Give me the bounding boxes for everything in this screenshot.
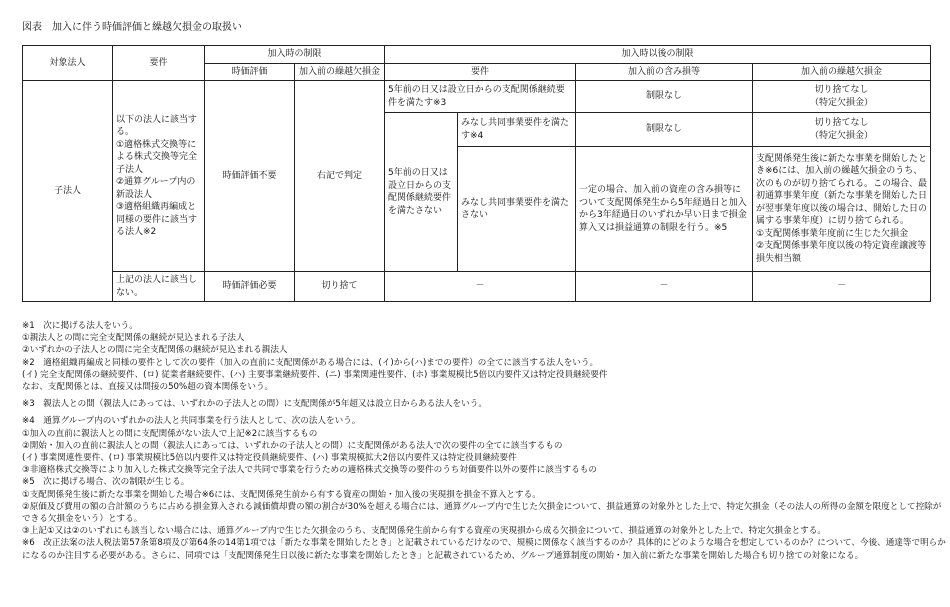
figure-title: 図表 加入に伴う時価評価と繰越欠損金の取扱い [22, 22, 242, 33]
note-line: ※1 次に掲げる法人をいう。 [22, 321, 138, 331]
note-line: なお、支配関係とは、直接又は間接の50%超の資本関係をいう。 [22, 382, 274, 393]
note-line: ※5 次に掲げる場合、次の制限が生じる。 [22, 477, 190, 488]
header-requirement: 要件 [113, 46, 205, 81]
note-line: できる欠損金をいう）とする。 [22, 514, 143, 525]
loss-cut-rule: 支配関係発生後に新たな事業を開始したとき※6には、加入前の繰越欠損金のうち、次のものが切り捨てられる。この場合、最初通算事業年度（新たな事業を開始した日が翌事業年度以後の場合は、開始した日の属する事業年度）に切り捨てられる。 ①支配関係事業年度前に生じた欠損金 ②支配関係事業年度以後の特定資産譲渡等損失相当額 [753, 147, 931, 272]
note-line: ※2 適格組織再編成と同様の要件として次の要件（加入の直前に支配関係がある場合には、(イ)から(ハ)までの要件）の全てに該当する法人をいう。 [22, 357, 599, 368]
loss-not-cut-2: 切り捨てなし （特定欠損金） [753, 113, 931, 147]
note-line: ③上記①又は②のいずれにも該当しない場合には、通算グループ内で生じた欠損金のうち、支配関係発生前から有する資産の実現損から成る欠損金について、損益通算の対象外とした上で、特定欠損金とする。 [22, 526, 826, 537]
header-mark-to-market: 時価評価 [205, 63, 295, 81]
note-line: ②いずれかの子法人との間に完全支配関係の継続が見込まれる親法人 [22, 345, 288, 356]
subsidiary-cell: 子法人 [23, 81, 113, 302]
requirement-other: 上記の法人に該当しない。 [113, 272, 205, 302]
hidden-loss-no-limit-1: 制限なし [576, 81, 753, 113]
treatment-table [22, 45, 931, 302]
header-loss-carryforward: 加入前の繰越欠損金 [295, 63, 385, 81]
requirement-qualified: 以下の法人に該当する。 ①適格株式交換等による株式交換等完全子法人 ②通算グループ内の新設法人 ③適格組織再編成と同様の要件に該当する法人※2 [113, 81, 205, 272]
note-line: ②原価及び費用の額の合計額のうちに占める損金算入される減価償却費の額の割合が30%を超える場合には、通算グループ内で生じた欠損金について、損益通算の対象外とした上で、特定欠損金（その法人の所得の金額を限度として控除が [22, 501, 942, 512]
note-line: ①親法人との間に完全支配関係の継続が見込まれる子法人 [22, 333, 245, 344]
note-line: ※4 通算グループ内のいずれかの法人と共同事業を行う法人として、次の法人をいう。 [22, 416, 361, 427]
note-line: ①支配関係発生後に新たな事業を開始した場合※6には、支配関係発生前から有する資産の開始・加入後の実現損を損金不算入とする。 [22, 489, 541, 500]
header-loss-carryforward-after: 加入前の繰越欠損金 [753, 63, 931, 81]
req-control-5yr-met: 5年前の日又は設立日からの支配関係継続要件を満たす※3 [385, 81, 576, 113]
note-line: ③非適格株式交換等により加入した株式交換等完全子法人で共同で事業を行うための適格株式交換等の要件のうち対価要件以外の要件に該当するもの [22, 465, 597, 476]
req-deemed-joint-not-met: みなし共同事業要件を満たさない [458, 147, 576, 272]
note-line: ②開始・加入の直前に親法人との間（親法人にあっては、いずれかの子法人との間）に支配関係がある法人で次の要件の全てに該当するもの [22, 440, 563, 451]
header-join-limit: 加入時の制限 [205, 46, 385, 64]
req-control-5yr-not-met: 5年前の日又は設立日からの支配関係継続要件を満たさない [385, 113, 458, 272]
hidden-loss-no-limit-2: 制限なし [576, 113, 753, 147]
dash-loss: － [753, 272, 931, 302]
mark-required: 時価評価必要 [205, 272, 295, 302]
header-requirement-after: 要件 [385, 63, 576, 81]
note-line: ①加入の直前に親法人との間に支配関係がない法人で上記※2に該当するもの [22, 428, 318, 439]
note-line: (イ) 完全支配関係の継続要件、(ロ) 従業者継続要件、(ハ) 主要事業継続要件、(ニ) 事業関連性要件、(ホ) 事業規模比5倍以内要件又は特定役員継続要件 [22, 369, 608, 380]
note-line: ※6 改正法案の法人税法第57条第8項及び第64条の14第1項では「新たな事業を開始したとき」と記載されているだけなので、規模に関係なく該当するのか？具体的にどのような場合を想定しているのか？について、今後、通達等で明らか [22, 538, 946, 549]
note-line: ※3 親法人との間（親法人にあっては、いずれかの子法人との間）に支配関係が5年超又は設立日からある法人をいう。 [22, 399, 487, 410]
header-target: 対象法人 [23, 46, 113, 81]
dash-hidden-loss: － [576, 272, 753, 302]
loss-not-cut-1: 切り捨てなし （特定欠損金） [753, 81, 931, 113]
header-after-limit: 加入時以後の制限 [385, 46, 931, 64]
footnotes [22, 320, 946, 562]
note-line: (イ) 事業関連性要件、(ロ) 事業規模比5倍以内要件又は特定役員継続要件、(ハ) 事業規模拡大2倍以内要件又は特定役員継続要件 [22, 453, 517, 464]
loss-judged-right: 右記で判定 [295, 81, 385, 272]
header-hidden-loss: 加入前の含み損等 [576, 63, 753, 81]
hidden-loss-limited: 一定の場合、加入前の資産の含み損等について支配関係発生から5年経過日と加入から3年経過日のいずれか早い日まで損金算入又は損益通算の制限を行う。※5 [576, 147, 753, 272]
loss-cut: 切り捨て [295, 272, 385, 302]
mark-not-required: 時価評価不要 [205, 81, 295, 272]
dash-requirement: － [385, 272, 576, 302]
note-line: になるのか注目する必要がある。さらに、同項では「支配関係発生日以後に新たな事業を開始したとき」と記載されているため、グループ通算制度の開始・加入前に新たな事業を開始した場合も切り捨ての対象になる。 [22, 550, 864, 561]
req-deemed-joint-met: みなし共同事業要件を満たす※4 [458, 113, 576, 147]
